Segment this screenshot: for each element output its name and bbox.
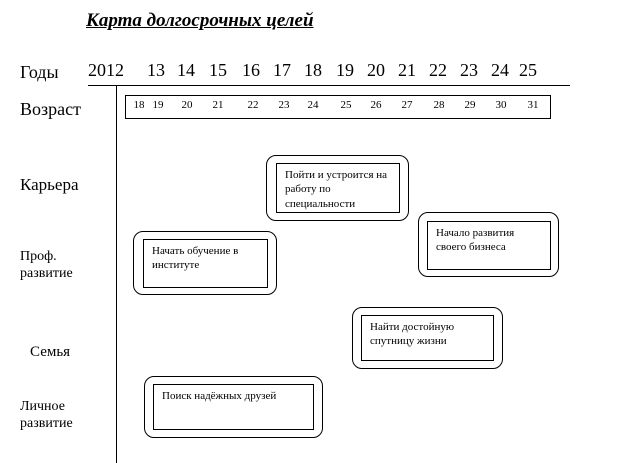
year-label: 15	[209, 60, 227, 80]
goal-career-text: Пойти и устроится на работу по специальности	[276, 163, 400, 213]
year-label: 18	[304, 60, 322, 80]
age-label: 20	[181, 99, 193, 111]
row-label-prof-line1: Проф.	[20, 249, 57, 264]
year-label: 23	[460, 60, 478, 80]
row-label-personal-line1: Личное	[20, 399, 65, 414]
years-row	[0, 60, 617, 84]
goal-prof-business-text: Начало развития своего бизнеса	[427, 221, 551, 270]
year-label: 13	[147, 60, 165, 80]
timeline-vertical-axis	[116, 85, 117, 463]
year-label: 14	[177, 60, 195, 80]
age-label: 24	[307, 99, 319, 111]
age-label: 26	[370, 99, 382, 111]
year-label: 22	[429, 60, 447, 80]
goal-prof-study-text: Начать обучение в институте	[143, 239, 268, 288]
age-label: 19	[152, 99, 164, 111]
age-label: 21	[212, 99, 224, 111]
year-label: 20	[367, 60, 385, 80]
age-label: 22	[247, 99, 259, 111]
row-label-family: Семья	[30, 344, 71, 360]
age-label: 23	[278, 99, 290, 111]
age-label: 25	[340, 99, 352, 111]
page-title: Карта долгосрочных целей	[86, 10, 314, 31]
row-label-age: Возраст	[20, 99, 81, 119]
row-label-personal-development	[20, 399, 73, 433]
age-label: 18	[133, 99, 145, 111]
year-label: 21	[398, 60, 416, 80]
age-label: 27	[401, 99, 413, 111]
row-label-personal-line2: развитие	[20, 415, 73, 431]
year-label: 25	[519, 60, 537, 80]
timeline-horizontal-axis	[88, 85, 570, 86]
age-label: 28	[433, 99, 445, 111]
year-label: 24	[491, 60, 509, 80]
year-label: 2012	[88, 60, 124, 80]
year-label: 19	[336, 60, 354, 80]
row-label-years: Годы	[20, 62, 59, 82]
age-label: 31	[527, 99, 539, 111]
row-label-prof-line2: развитие	[20, 265, 73, 281]
row-label-prof-development	[20, 249, 73, 283]
goal-personal-text: Поиск надёжных друзей	[153, 384, 314, 430]
age-label: 29	[464, 99, 476, 111]
row-label-career: Карьера	[20, 175, 79, 194]
age-label: 30	[495, 99, 507, 111]
goal-family-text: Найти достойную спутницу жизни	[361, 315, 494, 361]
year-label: 16	[242, 60, 260, 80]
year-label: 17	[273, 60, 291, 80]
